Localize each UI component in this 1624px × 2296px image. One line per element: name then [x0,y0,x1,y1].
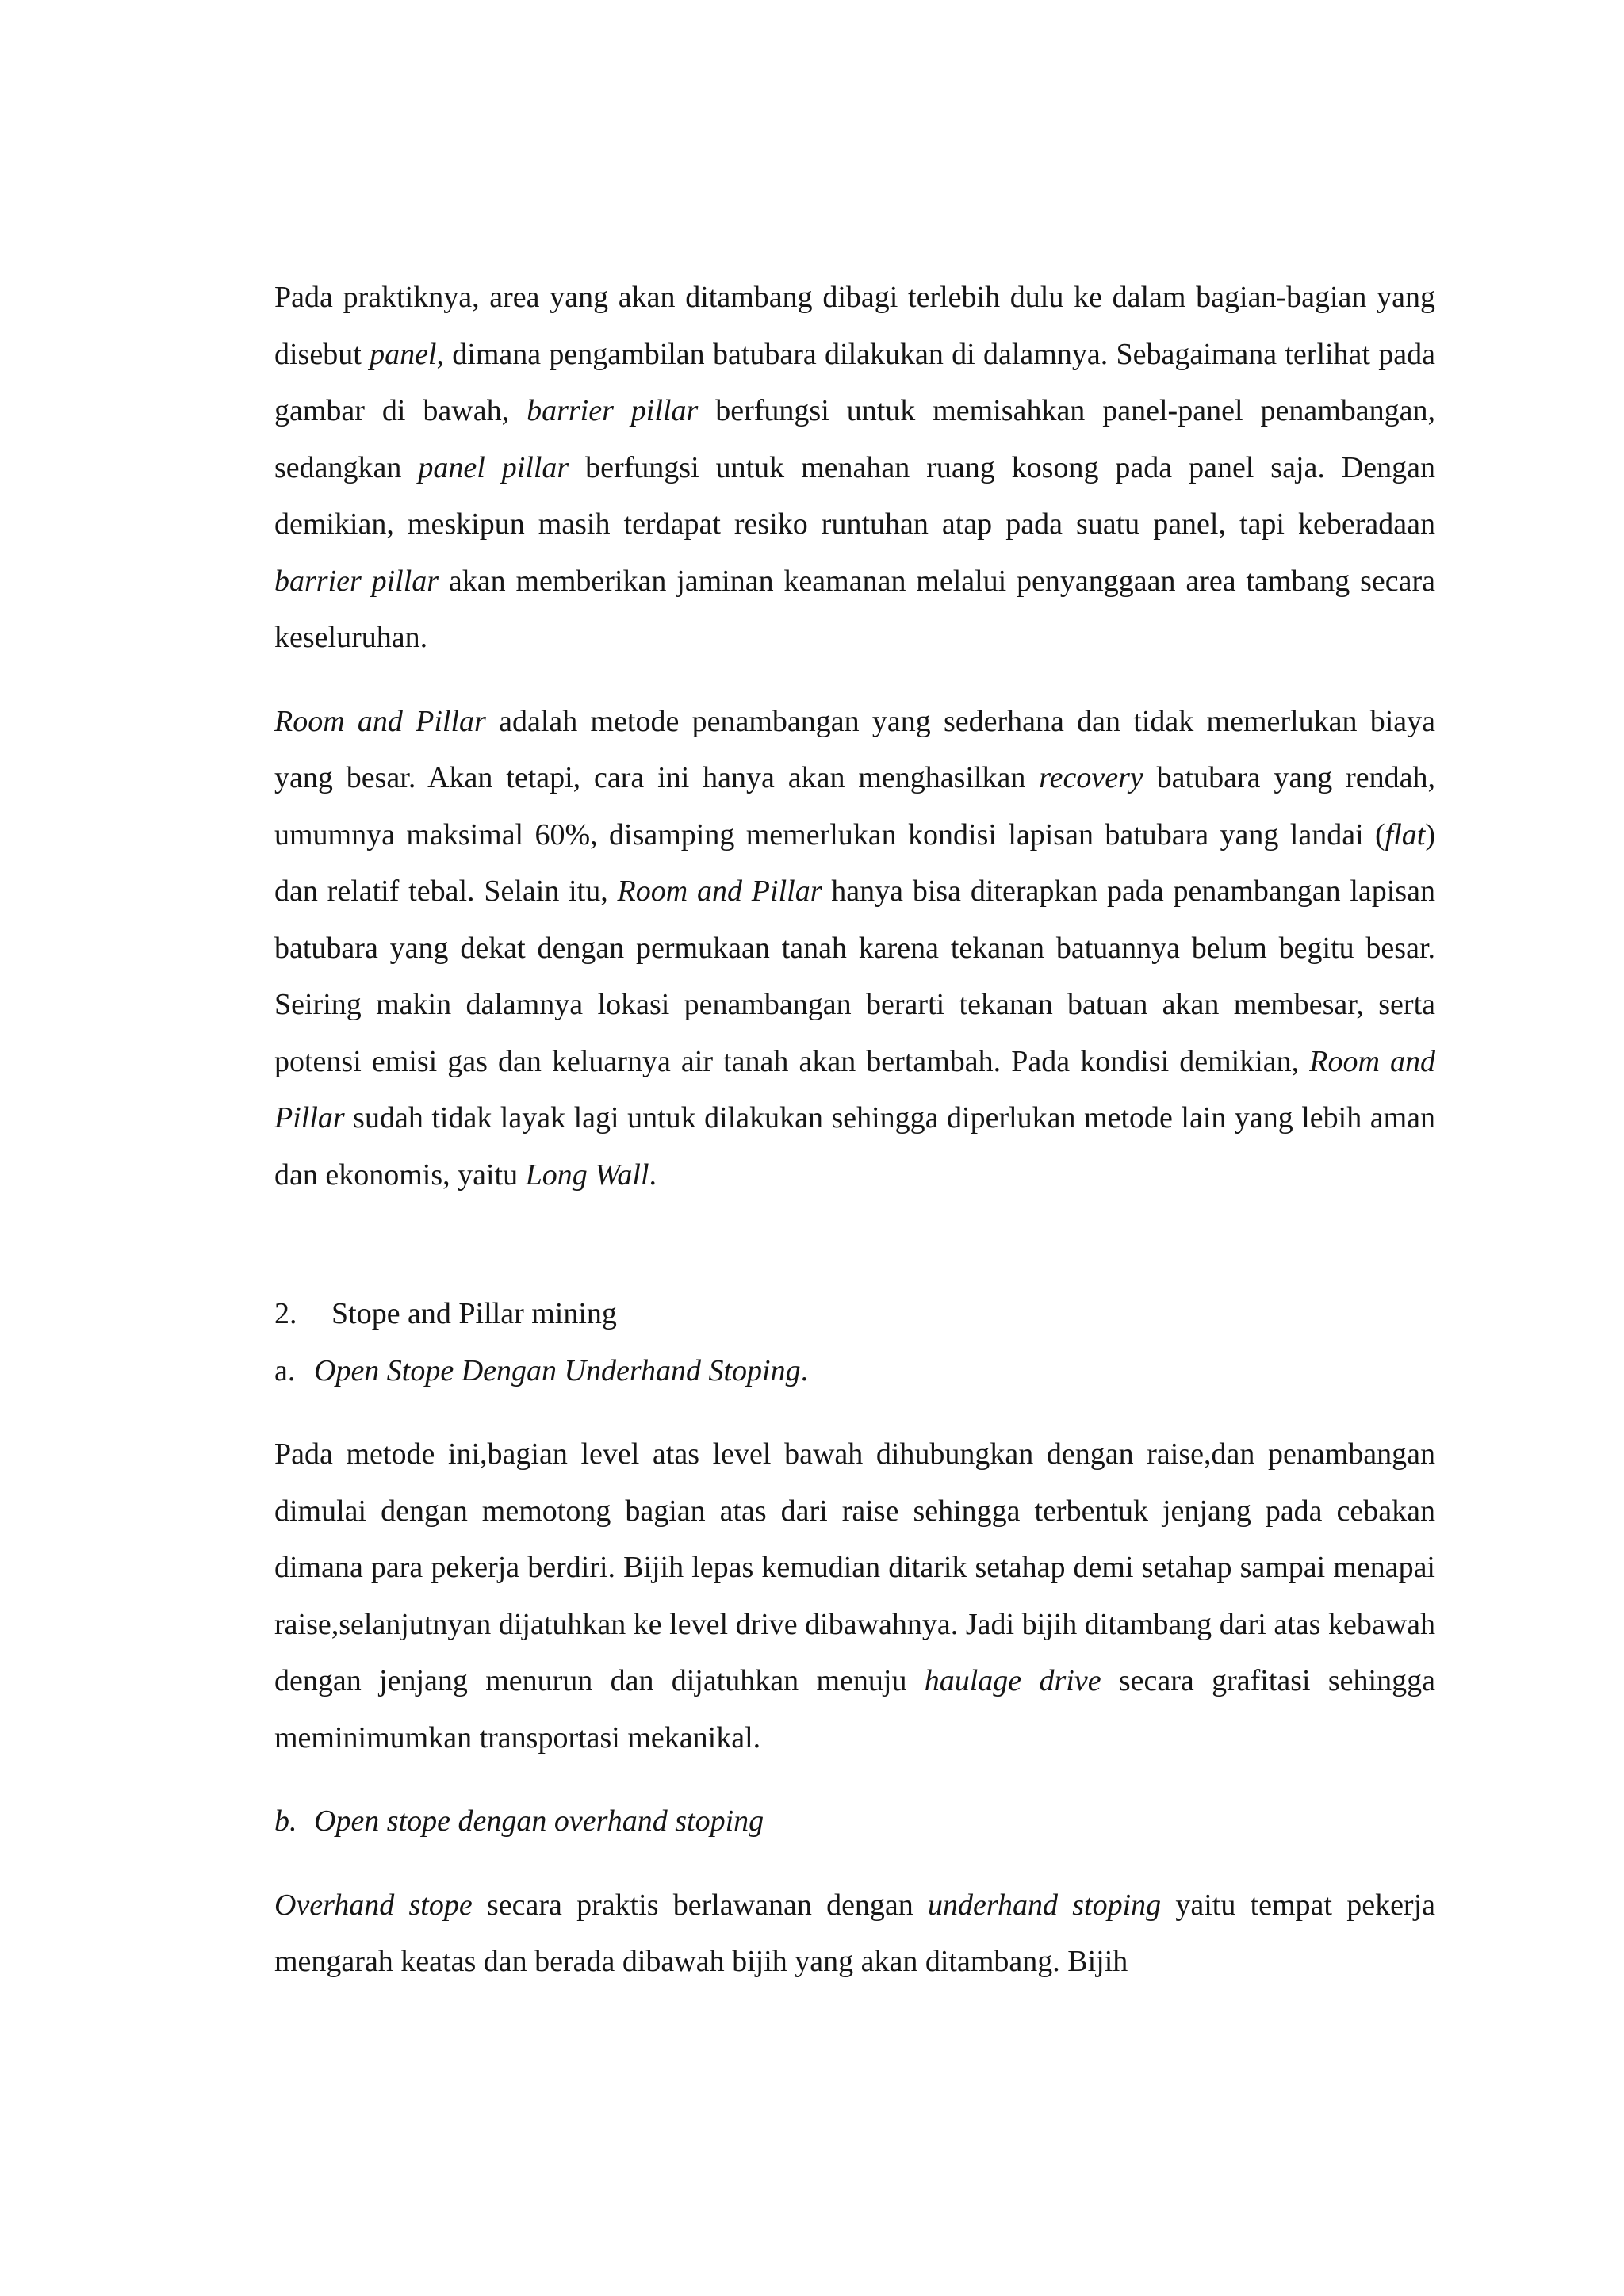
text-run: Pada metode ini,bagian level atas level bawah dihubungkan dengan raise,dan penambangan dimulai dengan memotong bagian atas dari raise sehingga terbentuk jenjang pada cebakan dimana para pekerja berdiri. Bijih lepas kemudian ditarik setahap demi setahap sampai menapai raise,selanjutnyan dijatuhkan ke level drive dibawahnya. Jadi bijih ditambang dari atas kebawah dengan jenjang menurun dan dijatuhkan menuju [274,1437,1435,1697]
italic-term: Long Wall [525,1158,649,1192]
paragraph-overhand-stoping [274,1877,1435,1991]
text-run: berfungsi untuk memisahkan panel-panel penambangan, sedangkan [274,394,1435,484]
text-run: hanya bisa diterapkan pada penambangan lapisan batubara yang dekat dengan permukaan tanah karena tekanan batuannya belum begitu besar. Seiring makin dalamnya lokasi penambangan berarti tekanan batuan akan membesar, serta potensi emisi gas dan keluarnya air tanah akan bertambah. Pada kondisi demikian, [274,874,1436,1078]
text-run: ) dan relatif tebal. Selain itu, [274,817,1435,908]
italic-term: haulage drive [924,1664,1101,1697]
italic-term: Overhand stope [274,1888,473,1922]
text-run: Pada praktiknya, area yang akan ditambang dibagi terlebih dulu ke dalam bagian-bagian yang disebut [274,281,1435,371]
paragraph-panel [274,270,1435,667]
text-run: akan memberikan jaminan keamanan melalui penyanggaan area tambang secara keseluruhan. [274,564,1435,654]
document-page [274,270,1435,1991]
italic-term: Room and Pillar [274,704,486,738]
italic-term: underhand stoping [928,1888,1162,1922]
section-number: 2. [274,1297,297,1330]
subsection-b-letter: b. [274,1804,297,1838]
section-heading [274,1286,1435,1343]
section-title: Stope and Pillar mining [331,1297,617,1330]
paragraph-room-and-pillar [274,694,1435,1204]
text-run: sudah tidak layak lagi untuk dilakukan sehingga diperlukan metode lain yang lebih aman dan ekonomis, yaitu [274,1101,1435,1192]
paragraph-underhand-stoping [274,1426,1435,1766]
text-run: batubara yang rendah, umumnya maksimal 60%, disamping memerlukan kondisi lapisan batubara yang landai ( [274,761,1435,851]
text-run: . [649,1158,657,1192]
subsection-a-title: Open Stope Dengan Underhand Stoping [314,1353,801,1387]
text-run: , dimana pengambilan batubara dilakukan di dalamnya. Sebagaimana terlihat pada gambar di bawah, [274,337,1435,427]
text-run: yaitu tempat pekerja mengarah keatas dan berada dibawah bijih yang akan ditambang. Bijih [274,1888,1436,1978]
italic-term: Room and Pillar [617,874,822,908]
subsection-a-letter: a. [274,1353,296,1387]
italic-term: barrier pillar [274,564,439,598]
subsection-b-heading [274,1793,1435,1850]
text-run: secara grafitasi sehingga meminimumkan transportasi mekanikal. [274,1664,1435,1755]
italic-term: flat [1385,817,1426,851]
italic-term: recovery [1039,761,1143,794]
italic-term: panel [370,337,437,371]
subsection-b-title: Open stope dengan overhand stoping [314,1804,764,1838]
text-run: berfungsi untuk menahan ruang kosong pada panel saja. Dengan demikian, meskipun masih terdapat resiko runtuhan atap pada suatu panel, tapi keberadaan [274,450,1436,541]
subsection-a-title-suffix: . [800,1353,809,1387]
subsection-a-heading [274,1343,1435,1400]
text-run: secara praktis berlawanan dengan [472,1888,929,1922]
italic-term: Room and Pillar [274,1044,1436,1135]
text-run: adalah metode penambangan yang sederhana dan tidak memerlukan biaya yang besar. Akan tetapi, cara ini hanya akan menghasilkan [274,704,1435,794]
italic-term: barrier pillar [527,394,699,427]
italic-term: panel pillar [418,450,569,484]
